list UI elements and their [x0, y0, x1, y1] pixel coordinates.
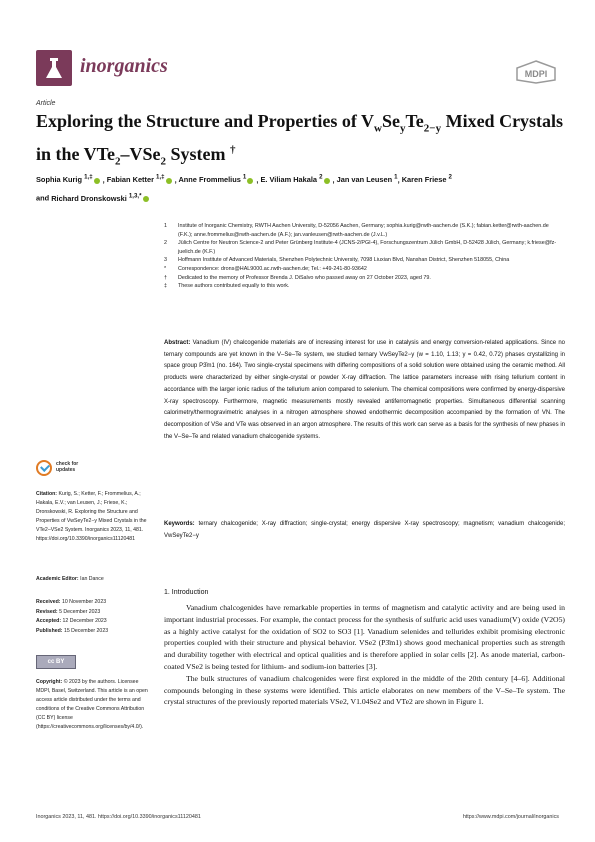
orcid-icon[interactable]: [143, 196, 149, 202]
author[interactable]: Karen Friese $^2$: [401, 174, 452, 185]
author[interactable]: Sophia Kurig $^{1,\ddagger}$: [36, 174, 93, 185]
correspondence: * Correspondence: drons@HAL9000.ac.rwth-aachen.de; Tel.: +49-241-80-93642: [164, 265, 367, 272]
orcid-icon[interactable]: [166, 178, 172, 184]
affiliation-item: 1 Institute of Inorganic Chemistry, RWTH Aachen University, D-52056 Aachen, Germany; sophia.kurig@rwth-aachen.de (S.K.); fabian.ketter@rwth-aachen.de (F.K.); anne.frommelius@rwth-aachen.de (A.F.); jan.vanleusen@rwth-aachen.de (J.v.L.): [164, 223, 549, 238]
paragraph: Vanadium chalcogenides have remarkable properties in terms of magnetism and catalytic activity and are being used in important industrial processes. For example, the contact process for the synthesis of sulfuric acid uses vanadium(V) oxide (V2O5) as a highly active catalyst for the oxidation of SO2 to SO3 [1]. Vanadium selenides and tellurides exhibit promising electronic properties coupled with their structure and physical behavior. VSe2 (P3̄m1) shows good mechanical properties such as strength and durability together with electrical and optical qualities and is therefore applied in solar cells [2]. As anode material, carbon-coated VSe2 is being tested for lithium- and sodium-ion batteries [3].: [164, 603, 565, 671]
affiliation-item: 3 Hoffmann Institute of Advanced Materials, Shenzhen Polytechnic University, 7098 Liuxian Blvd, Nanshan District, Shenzhen 518055, China: [164, 257, 510, 264]
footer-journal-url[interactable]: https://www.mdpi.com/journal/inorganics: [462, 814, 559, 820]
equal-contribution-note: ‡ These authors contributed equally to this work.: [164, 283, 290, 290]
author[interactable]: Richard Dronskowski $^{1,3,*}$: [51, 192, 142, 203]
footer-citation[interactable]: Inorganics 2023, 11, 481. https://doi.org/10.3390/inorganics11120481: [36, 814, 201, 820]
date-accepted: Accepted: 12 December 2023: [36, 618, 107, 624]
academic-editor: Academic Editor: Ian Dance: [36, 576, 104, 582]
author[interactable]: Jan van Leusen $^1$: [336, 174, 398, 185]
date-published: Published: 15 December 2023: [36, 627, 109, 634]
journal-logo-icon: [36, 50, 72, 86]
author-list: Sophia Kurig $^{1,\ddagger}$ , Fabian Ketter $^{1,\ddagger}$ , Anne Frommelius $^1$ , E. Viliam Hakala $^2$ , Jan van Leusen $^1$, Karen Friese $^2$ and Richard Dronskowski $^{1,3,*}$: [36, 174, 452, 203]
citation: Citation: Kurig, S.; Ketter, F.; Frommelius, A.; Hakala, E.V.; van Leusen, J.; Friese, K.; Dronskowski, R. Exploring the Structure and Properties of VwSeyTe2−y Mixed Crystals in the VTe2–VSe2 System. Inorganics 2023, 11, 481. https://doi.org/10.3390/inorganics11120481: [36, 491, 147, 542]
affiliations: [164, 222, 564, 291]
journal-name: inorganics: [80, 55, 168, 77]
author[interactable]: Fabian Ketter $^{1,\ddagger}$: [106, 174, 165, 185]
author[interactable]: E. Viliam Hakala $^2$: [260, 174, 323, 185]
affiliation-item: 2 Jülich Centre for Neutron Science-2 and Peter Grünberg Institute-4 (JCNS-2/PGI-4), Forschungszentrum Jülich GmbH, D-52428 Jülich, Germany; k.friese@fz-juelich.de (K.F.): [164, 240, 557, 255]
check-updates-icon: [36, 460, 52, 476]
date-received: Received: 10 November 2023: [36, 599, 107, 605]
author[interactable]: Anne Frommelius $^1$: [178, 174, 247, 185]
svg-text:MDPI: MDPI: [524, 69, 548, 79]
copyright: Copyright: © 2023 by the authors. Licensee MDPI, Basel, Switzerland. This article is an open access article distributed under the terms and conditions of the Creative Commons Attribution (CC BY) license (https://creativecommons.org/licenses/by/4.0/).: [36, 679, 148, 730]
section-heading: 1. Introduction: [164, 589, 209, 596]
introduction-text: [164, 602, 565, 708]
orcid-icon[interactable]: [94, 178, 100, 184]
cc-license-badge[interactable]: cc BY: [36, 655, 76, 669]
check-for-updates-button[interactable]: check for updates: [36, 460, 78, 476]
publisher-logo: [515, 60, 557, 84]
date-revised: Revised: 5 December 2023: [36, 608, 101, 615]
dedication-note: † Dedicated to the memory of Professor Brenda J. DiSalvo who passed away on 27 October 2023, aged 79.: [164, 274, 431, 281]
orcid-icon[interactable]: [247, 178, 253, 184]
abstract: Abstract: Vanadium (IV) chalcogenide materials are of increasing interest for use in catalysis and energy conversion-related applications. Since no ternary compounds are yet known in the V–Se–Te system, we studied ternary VwSeyTe2−y (w = 1.10, 1.13; y = 0.42, 0.72) phases crystallizing in space group P3̄m1 (no. 164). Two single-crystal specimens with differing compositions of a solid solution were obtained using the ceramic method. All products were characterized by either single-crystal or powder X-ray diffraction. The lattice parameters increase with rising tellurium content in accordance with the larger ionic radius of the tellurium anion compared to selenium. The chemical compositions were confirmed by energy-dispersive X-ray spectroscopy. Furthermore, magnetic measurements mostly revealed antiferromagnetic properties. Simultaneous differential scanning calorimetry/thermogravimetric analyses in a nitrogen atmosphere showed endothermic decomposition accompanied by the formation of VN. The decomposition of VSe and VTe was observed in an argon atmosphere. The results of this work can serve as a basis for the synthesis of new phases in the V–Se–Te and related vanadium chalcogenide systems.: [164, 340, 565, 440]
article-title: Exploring the Structure and Properties of $V_wSe_yTe_{2-y}$ Mixed Crystals in the VTe$_2$–VSe$_2$ System †: [36, 111, 564, 168]
orcid-icon[interactable]: [324, 178, 330, 184]
article-type: Article: [36, 100, 56, 107]
keywords: Keywords: ternary chalcogenide; X-ray diffraction; single-crystal; energy dispersive X-ray spectroscopy; magnetism; vanadium chalcogenide; VwSeyTe2−y: [164, 521, 566, 539]
publication-dates: [36, 598, 154, 636]
paragraph: The bulk structures of vanadium chalcogenides were first explored in the middle of the 20th century [4–6]. Additional compounds belonging in these systems were identified. This article elaborates on new members of the V–Se–Te system. The crystal structures of the previously reported materials VSe2, V1.04Se2 and VTe2 are shown in Figure 1.: [164, 673, 565, 707]
